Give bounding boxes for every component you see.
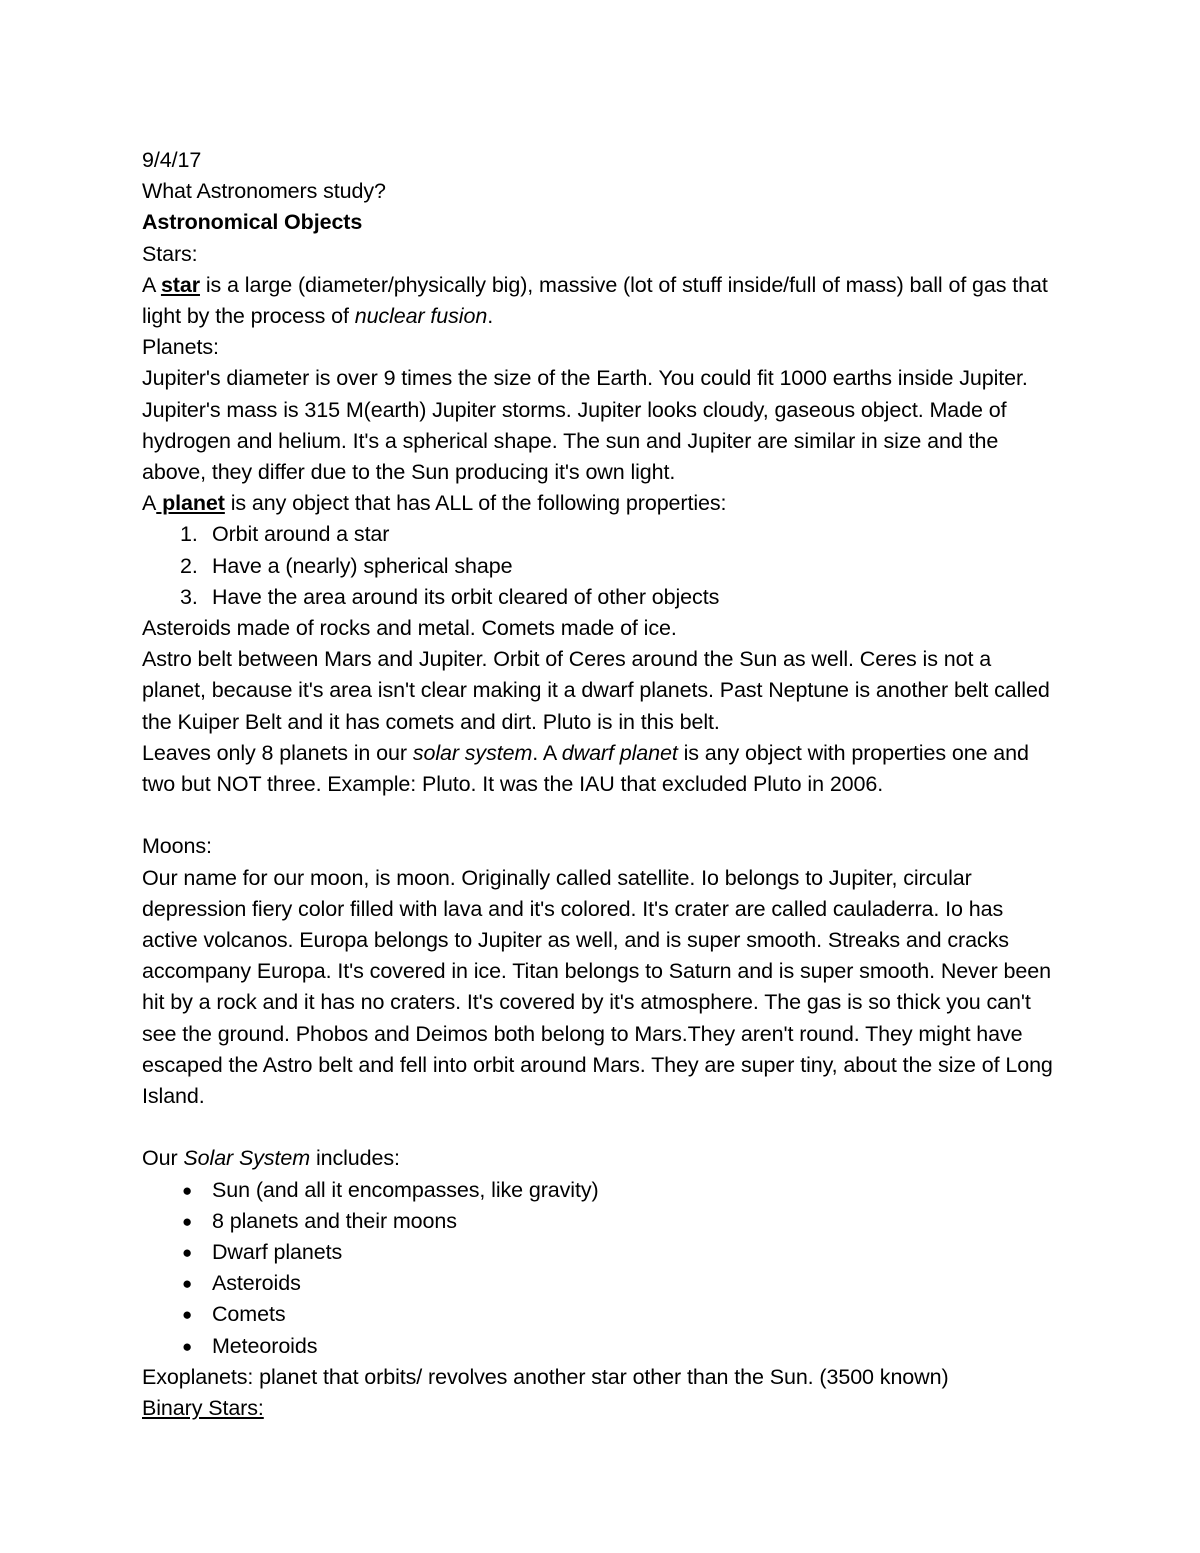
dwarf-part3: is any object with properties one and two but NOT three. Example: Pluto. It was the IAU that excluded Pluto in 2006. [142,740,1029,797]
star-definition-paragraph [142,270,1057,332]
list-item [142,551,1057,582]
list-item-text: Meteoroids [212,1333,318,1358]
planet-definition-paragraph [142,488,1057,519]
solar-system-term: Solar System [183,1146,311,1171]
list-item [142,1175,1057,1206]
bullet-icon: ● [182,1180,193,1200]
solar-system-intro [142,1143,1057,1174]
moons-label: Moons: [142,834,212,859]
list-item-text: Orbit around a star [212,522,390,547]
planets-label: Planets: [142,335,219,360]
list-marker: 1. [180,522,198,547]
dwarf-planet-paragraph [142,738,1057,800]
bullet-icon: ● [182,1211,193,1231]
list-item [142,1331,1057,1362]
solar-system-items-list [142,1175,1057,1362]
star-def-part2: is a large (diameter/physically big), massive (lot of stuff inside/full of mass) ball of gas that light by the process of [142,272,1048,329]
paragraph-spacer [142,800,1057,831]
list-marker: 2. [180,553,198,578]
list-item [142,519,1057,550]
list-item [142,1268,1057,1299]
dwarf-part1: Leaves only 8 planets in our [142,740,413,765]
list-item-text: Comets [212,1302,286,1327]
list-item-text: Have the area around its orbit cleared of other objects [212,584,720,609]
list-item [142,582,1057,613]
list-item [142,1237,1057,1268]
solar-intro-part1: Our [142,1146,184,1171]
exoplanets-line: Exoplanets: planet that orbits/ revolves another star other than the Sun. (3500 known) [142,1364,949,1389]
planet-def-part1: A [142,491,157,516]
list-item-text: Have a (nearly) spherical shape [212,553,513,578]
binary-stars-label: Binary Stars: [142,1396,264,1421]
planet-properties-list [142,519,1057,613]
jupiter-paragraph: Jupiter's diameter is over 9 times the size of the Earth. You could fit 1000 earths inside Jupiter. Jupiter's mass is 315 M(earth) Jupiter storms. Jupiter looks cloudy, gaseous object. Made of hydrogen and helium. It's a spherical shape. The sun and Jupiter are similar in size and the above, they differ due to the Sun producing it's own light. [142,366,1028,485]
paragraph-spacer [142,1112,1057,1143]
list-item [142,1299,1057,1330]
stars-label: Stars: [142,241,198,266]
bullet-icon: ● [182,1243,193,1263]
planet-term: planet [156,491,225,516]
star-term: star [160,272,200,297]
date-line: 9/4/17 [142,148,202,172]
bullet-icon: ● [182,1274,193,1294]
moons-paragraph: Our name for our moon, is moon. Originally called satellite. Io belongs to Jupiter, circular depression fiery color filled with lava and it's colored. It's crater are called cauladerra. Io has active volcanos. Europa belongs to Jupiter as well, and is super smooth. Streaks and cracks accompany Europa. It's covered in ice. Titan belongs to Saturn and is super smooth. Never been hit by a rock and it has no craters. It's covered by it's atmosphere. The gas is so thick you can't see the ground. Phobos and Deimos both belong to Mars.They aren't round. They might have escaped the Astro belt and fell into orbit around Mars. They are super tiny, about the size of Long Island. [142,865,1053,1109]
list-item-text: Asteroids [212,1271,301,1296]
nuclear-fusion-term: nuclear fusion [354,304,488,329]
asteroids-comets-line: Asteroids made of rocks and metal. Comets made of ice. [142,616,677,641]
document-body [142,145,1057,1424]
list-item-text: Sun (and all it encompasses, like gravity) [212,1177,599,1202]
planet-def-part2: is any object that has ALL of the following properties: [224,491,727,516]
astro-belt-paragraph: Astro belt between Mars and Jupiter. Orbit of Ceres around the Sun as well. Ceres is not a planet, because it's area isn't clear making it a dwarf planets. Past Neptune is another belt called the Kuiper Belt and it has comets and dirt. Pluto is in this belt. [142,647,1050,734]
bullet-icon: ● [182,1336,193,1356]
solar-intro-part2: includes: [310,1146,400,1171]
dwarf-planet-term: dwarf planet [561,740,678,765]
list-marker: 3. [180,584,198,609]
list-item-text: 8 planets and their moons [212,1208,457,1233]
list-item-text: Dwarf planets [212,1240,343,1265]
bullet-icon: ● [182,1305,193,1325]
star-def-part3: . [487,304,494,329]
star-def-part1: A [142,272,161,297]
solar-system-term: solar system [412,740,533,765]
list-item [142,1206,1057,1237]
subtitle-line: What Astronomers study? [142,179,386,204]
section-heading-astronomical-objects: Astronomical Objects [142,210,363,235]
dwarf-part2: . A [532,740,562,765]
